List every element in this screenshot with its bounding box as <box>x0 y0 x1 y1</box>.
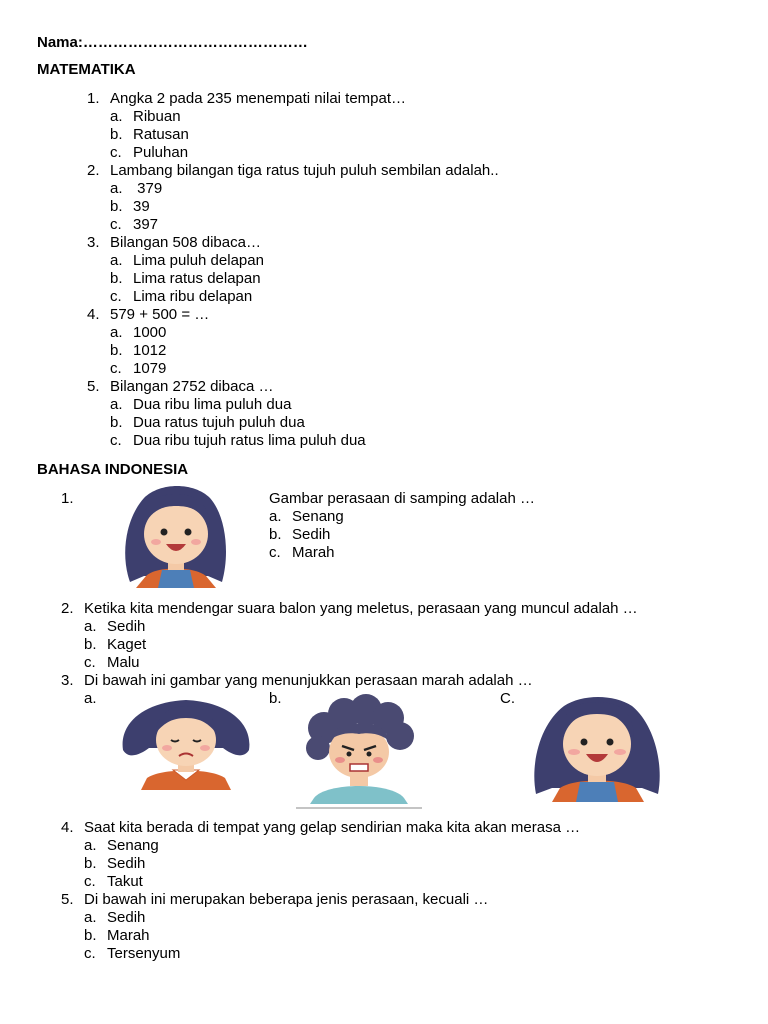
bahasa-q4-text: Saat kita berada di tempat yang gelap sendirian maka kita akan merasa … <box>84 819 581 836</box>
girl-sad-illustration <box>117 694 255 790</box>
bahasa-q3-label-b: b. <box>269 690 282 707</box>
math-q3-option-c: Lima ribu delapan <box>133 288 253 305</box>
bahasa-q3-label-a: a. <box>84 690 97 707</box>
section-title-bahasa-indonesia: BAHASA INDONESIA <box>37 461 189 478</box>
bahasa-q4-option-c-letter: c. <box>84 873 96 890</box>
math-q5-option-a: Dua ribu lima puluh dua <box>133 396 292 413</box>
math-q3-option-c-letter: c. <box>110 288 122 305</box>
math-q1-option-c: Puluhan <box>133 144 189 161</box>
math-q3-option-b: Lima ratus delapan <box>133 270 261 287</box>
math-q1-option-b-letter: b. <box>110 126 123 143</box>
math-q5-text: Bilangan 2752 dibaca … <box>110 378 274 395</box>
math-q1-option-a: Ribuan <box>133 108 181 125</box>
bahasa-q5-option-b-letter: b. <box>84 927 97 944</box>
bahasa-q2-text: Ketika kita mendengar suara balon yang meletus, perasaan yang muncul adalah … <box>84 600 638 617</box>
bahasa-q2-number: 2. <box>61 600 74 617</box>
math-q5-option-a-letter: a. <box>110 396 123 413</box>
math-q4-option-a-letter: a. <box>110 324 123 341</box>
bahasa-q5-option-c: Tersenyum <box>107 945 181 962</box>
math-q1-option-b: Ratusan <box>133 126 189 143</box>
math-q3-option-a-letter: a. <box>110 252 123 269</box>
math-q5-option-c-letter: c. <box>110 432 122 449</box>
math-q2-option-c: 397 <box>133 216 159 233</box>
bahasa-q2-option-c-letter: c. <box>84 654 96 671</box>
math-q4-text: 579 + 500 = … <box>110 306 210 323</box>
bahasa-q3-number: 3. <box>61 672 74 689</box>
bahasa-q1-option-c: Marah <box>292 544 335 561</box>
math-q4-option-c: 1079 <box>133 360 167 377</box>
bahasa-q5-number: 5. <box>61 891 74 908</box>
bahasa-q1-option-b: Sedih <box>292 526 331 543</box>
math-q2-option-c-letter: c. <box>110 216 122 233</box>
bahasa-q2-option-a-letter: a. <box>84 618 97 635</box>
bahasa-q4-option-c: Takut <box>107 873 143 890</box>
bahasa-q4-number: 4. <box>61 819 74 836</box>
bahasa-q1-number: 1. <box>61 490 74 507</box>
math-q4-option-a: 1000 <box>133 324 167 341</box>
girl-happy-illustration-2 <box>530 694 664 802</box>
math-q2-option-a-letter: a. <box>110 180 123 197</box>
section-title-matematika: MATEMATIKA <box>37 61 136 78</box>
bahasa-q4-option-a: Senang <box>107 837 159 854</box>
bahasa-q5-option-a: Sedih <box>107 909 146 926</box>
bahasa-q2-option-c: Malu <box>107 654 140 671</box>
bahasa-q1-option-c-letter: c. <box>269 544 281 561</box>
bahasa-q1-option-a-letter: a. <box>269 508 282 525</box>
math-q3-option-a: Lima puluh delapan <box>133 252 264 269</box>
math-q3-number: 3. <box>87 234 100 251</box>
bahasa-q5-option-a-letter: a. <box>84 909 97 926</box>
bahasa-q5-option-b: Marah <box>107 927 150 944</box>
bahasa-q2-option-b-letter: b. <box>84 636 97 653</box>
math-q4-option-b: 1012 <box>133 342 167 359</box>
bahasa-q4-option-b: Sedih <box>107 855 146 872</box>
bahasa-q5-option-c-letter: c. <box>84 945 96 962</box>
math-q4-option-b-letter: b. <box>110 342 123 359</box>
bahasa-q1-option-b-letter: b. <box>269 526 282 543</box>
math-q2-option-b-letter: b. <box>110 198 123 215</box>
math-q2-text: Lambang bilangan tiga ratus tujuh puluh sembilan adalah.. <box>110 162 499 179</box>
bahasa-q4-option-b-letter: b. <box>84 855 97 872</box>
math-q5-option-b-letter: b. <box>110 414 123 431</box>
math-q1-text: Angka 2 pada 235 menempati nilai tempat… <box>110 90 407 107</box>
bahasa-q1-text: Gambar perasaan di samping adalah … <box>269 490 535 507</box>
math-q4-option-c-letter: c. <box>110 360 122 377</box>
bahasa-q3-text: Di bawah ini gambar yang menunjukkan perasaan marah adalah … <box>84 672 533 689</box>
math-q2-number: 2. <box>87 162 100 179</box>
bahasa-q3-label-c: C. <box>500 690 515 707</box>
bahasa-q5-text: Di bawah ini merupakan beberapa jenis perasaan, kecuali … <box>84 891 489 908</box>
girl-happy-illustration <box>116 484 234 588</box>
bahasa-q2-option-a: Sedih <box>107 618 146 635</box>
name-label: Nama:……………………………………… <box>37 34 308 51</box>
math-q5-option-c: Dua ribu tujuh ratus lima puluh dua <box>133 432 366 449</box>
bahasa-q1-option-a: Senang <box>292 508 344 525</box>
math-q3-option-b-letter: b. <box>110 270 123 287</box>
bahasa-q2-option-b: Kaget <box>107 636 147 653</box>
math-q4-number: 4. <box>87 306 100 323</box>
math-q1-option-a-letter: a. <box>110 108 123 125</box>
math-q2-option-a: 379 <box>133 180 163 197</box>
bahasa-q4-option-a-letter: a. <box>84 837 97 854</box>
math-q5-option-b: Dua ratus tujuh puluh dua <box>133 414 305 431</box>
math-q5-number: 5. <box>87 378 100 395</box>
math-q1-option-c-letter: c. <box>110 144 122 161</box>
math-q2-option-b: 39 <box>133 198 150 215</box>
math-q1-number: 1. <box>87 90 100 107</box>
boy-angry-illustration <box>296 694 422 810</box>
math-q3-text: Bilangan 508 dibaca… <box>110 234 261 251</box>
